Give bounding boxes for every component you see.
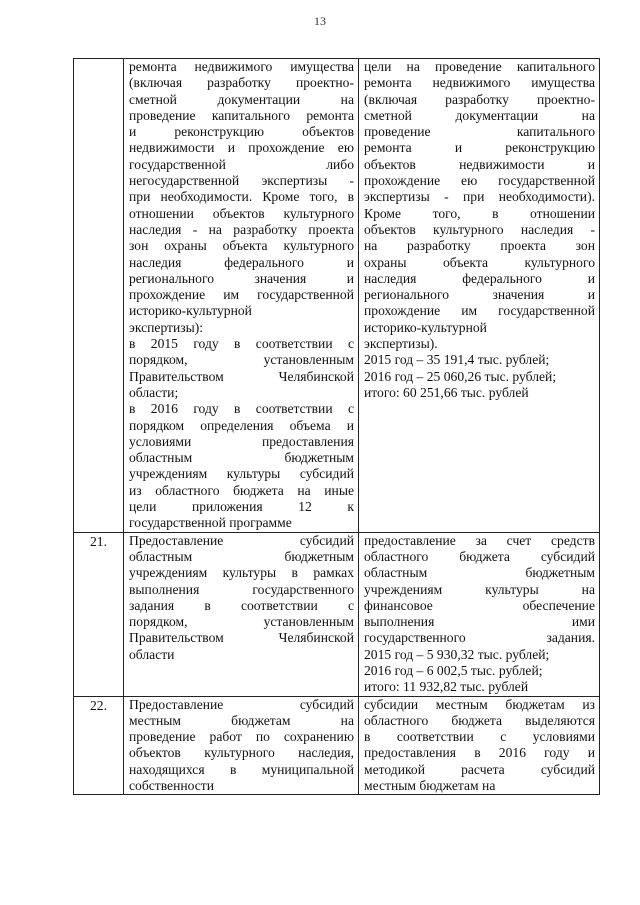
text-line: субсидии местным бюджетам из	[364, 696, 595, 712]
text-line: учреждениям культуры на	[364, 581, 595, 597]
row-number	[74, 59, 123, 60]
text-line: зон охраны объекта культурного	[129, 238, 354, 254]
text-line: государственного задания.	[364, 630, 595, 646]
text-line: историко-культурной	[364, 319, 487, 335]
text-line: наследия - на разработку проекта	[129, 221, 354, 237]
text-line: цели приложения 12 к	[129, 499, 354, 515]
event-description-cell	[359, 532, 600, 696]
event-name-cell	[124, 696, 359, 795]
text-line: 2016 год – 6 002,5 тыс. рублей;	[364, 662, 543, 678]
text-line: проведение капитального	[364, 124, 595, 140]
text-line: методикой расчета субсидий	[364, 761, 595, 777]
table-row	[74, 59, 600, 533]
text-line: цели на проведение капитального	[364, 59, 595, 74]
text-line: экспертизы - при необходимости).	[364, 189, 595, 205]
text-line: прохождение ею государственной	[364, 173, 595, 189]
text-line: предоставления в 2016 году и	[364, 745, 595, 761]
text-line: историко-культурной	[129, 303, 252, 319]
text-line: находящихся в муниципальной	[129, 761, 354, 777]
text-line: негосударственной экспертизы -	[129, 173, 354, 189]
text-line: задания в соответствии с	[129, 597, 354, 613]
text-line: прохождение им государственной	[364, 303, 595, 319]
text-line: 2015 год – 35 191,4 тыс. рублей;	[364, 352, 550, 368]
text-line: предоставление за счет средств	[364, 532, 595, 548]
event-description-cell	[359, 59, 600, 533]
text-line: собственности	[129, 778, 215, 794]
text-line: экспертизы).	[364, 336, 438, 352]
text-line: объектов недвижимости и	[364, 156, 595, 172]
text-line: областным бюджетным	[364, 565, 595, 581]
event-name-cell	[124, 59, 359, 533]
row-number: 21.	[90, 533, 107, 549]
text-line: Предоставление субсидий	[129, 532, 354, 548]
text-line: объектов культурного наследия,	[129, 745, 354, 761]
text-line: проведение капитального ремонта	[129, 107, 354, 123]
text-line: Кроме того, в отношении	[364, 205, 595, 221]
text-line: ремонта и реконструкцию	[364, 140, 595, 156]
text-line: учреждениям культуры субсидий	[129, 466, 354, 482]
text-line: области;	[129, 384, 179, 400]
event-description-cell	[359, 696, 600, 795]
text-line: недвижимости и прохождение ею	[129, 140, 354, 156]
text-line: областного бюджета выделяются	[364, 712, 595, 728]
text-line: сметной документации на	[129, 91, 354, 107]
text-line: (включая разработку проектно-	[364, 91, 595, 107]
text-line: 2016 год – 25 060,26 тыс. рублей;	[364, 368, 557, 384]
text-line: охраны объекта культурного	[364, 254, 595, 270]
text-line: объектов культурного наследия -	[364, 221, 595, 237]
text-line: наследия федерального и	[129, 254, 354, 270]
text-line: прохождение им государственной	[129, 287, 354, 303]
text-line: ремонта недвижимого имущества	[129, 59, 354, 74]
page-number: 13	[314, 14, 326, 28]
event-name-cell	[124, 532, 359, 696]
text-line: областным бюджетным	[129, 548, 354, 564]
row-number-cell	[74, 696, 124, 795]
text-line: выполнения государственного	[129, 581, 354, 597]
text-line: финансовое обеспечение	[364, 597, 595, 613]
row-number-cell	[74, 532, 124, 696]
text-line: ремонта недвижимого имущества	[364, 75, 595, 91]
text-line: в 2015 году в соответствии с	[129, 336, 354, 352]
text-line: сметной документации на	[364, 107, 595, 123]
text-line: в соответствии с условиями	[364, 729, 595, 745]
text-line: местным бюджетам на	[364, 778, 496, 794]
text-line: проведение работ по сохранению	[129, 729, 354, 745]
text-line: областным бюджетным	[129, 450, 354, 466]
text-line: наследия федерального и	[364, 270, 595, 286]
text-line: области	[129, 646, 175, 662]
text-line: регионального значения и	[129, 270, 354, 286]
text-line: областного бюджета субсидий	[364, 548, 595, 564]
row-number: 22.	[90, 697, 107, 713]
text-line: и реконструкцию объектов	[129, 124, 354, 140]
text-line: местным бюджетам на	[129, 712, 354, 728]
text-line: итого: 11 932,82 тыс. рублей	[364, 679, 529, 695]
text-line: в 2016 году в соответствии с	[129, 401, 354, 417]
text-line: на разработку проекта зон	[364, 238, 595, 254]
text-line: государственной либо	[129, 156, 354, 172]
text-line: Правительством Челябинской	[129, 368, 354, 384]
text-line: экспертизы):	[129, 319, 204, 335]
text-line: 2015 год – 5 930,32 тыс. рублей;	[364, 646, 550, 662]
text-line: регионального значения и	[364, 287, 595, 303]
row-number-cell	[74, 59, 124, 533]
text-line: условиями предоставления	[129, 433, 354, 449]
text-line: при необходимости. Кроме того, в	[129, 189, 354, 205]
document-table	[73, 58, 600, 795]
text-line: (включая разработку проектно-	[129, 75, 354, 91]
text-line: Предоставление субсидий	[129, 696, 354, 712]
text-line: итого: 60 251,66 тыс. рублей	[364, 384, 529, 400]
text-line: порядком определения объема и	[129, 417, 354, 433]
text-line: из областного бюджета на иные	[129, 482, 354, 498]
text-line: порядком, установленным	[129, 352, 354, 368]
text-line: учреждениям культуры в рамках	[129, 565, 354, 581]
table-row	[74, 696, 600, 795]
table-row	[74, 532, 600, 696]
text-line: отношении объектов культурного	[129, 205, 354, 221]
text-line: государственной программе	[129, 515, 292, 531]
text-line: порядком, установленным	[129, 614, 354, 630]
text-line: Правительством Челябинской	[129, 630, 354, 646]
text-line: выполнения ими	[364, 614, 595, 630]
